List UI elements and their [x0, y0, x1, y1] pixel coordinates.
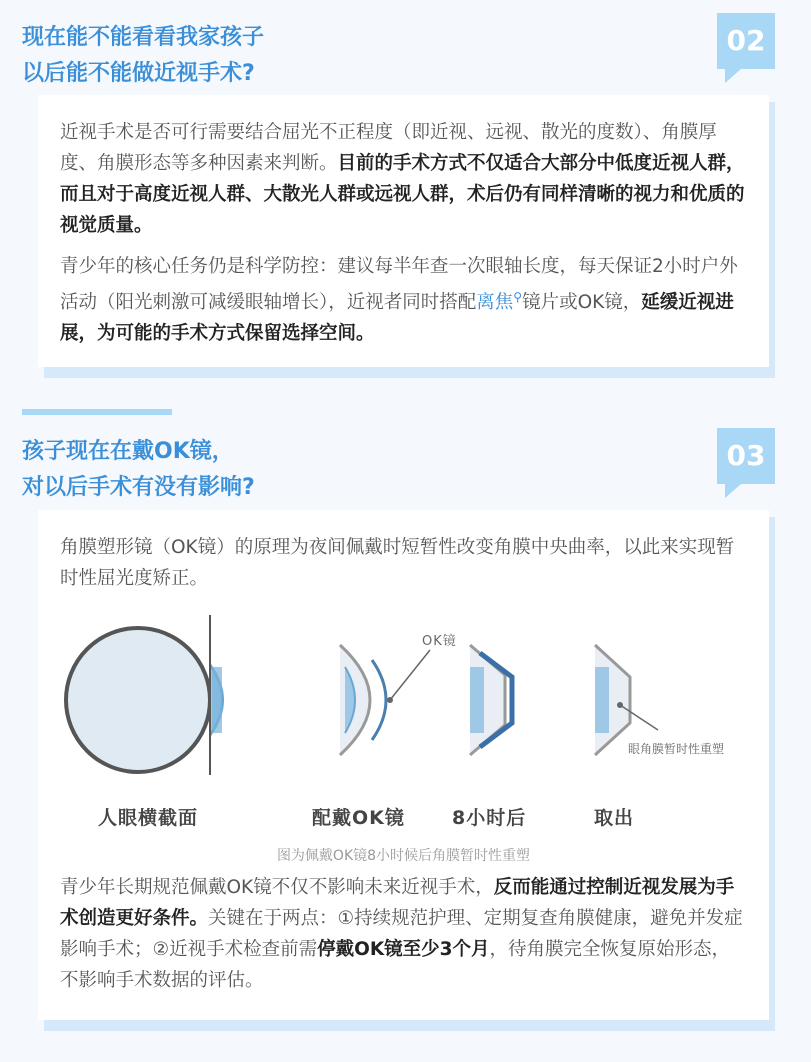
section-3-number: 03 — [726, 439, 766, 472]
wearing-ok-lens-illustration — [340, 645, 430, 755]
section-3-p2-text-2: 关键在于两点：①持续规范护理、定期复查角膜健康，避免并发症影响手术；②近视手术检查前需 — [60, 908, 743, 960]
section-2-p1-bold: 目前的手术方式不仅适合大部分中低度近视人群，而且对于高度近视人群、大散光人群或远视人群，术后仍有同样清晰的视力和优质的视觉质量。 — [60, 153, 745, 236]
badge-tail-icon — [725, 484, 741, 498]
label-eye-cross-section: 人眼横截面 — [98, 807, 199, 829]
section-3-p2-bold-2: 停戴OK镜至少3个月 — [317, 939, 490, 960]
figure-caption: 图为佩戴OK镜8小时候后角膜暂时性重塑 — [276, 848, 531, 864]
section-3-heading-line2: 对以后手术有没有影响? — [22, 475, 255, 500]
section-2-heading-line1: 现在能不能看看我家孩子 — [22, 25, 265, 50]
section-3-p2-bold: 反而能通过控制近视发展为手术创造更好条件。 — [60, 877, 735, 929]
section-2-number-badge — [717, 13, 775, 69]
label-removed: 取出 — [594, 807, 635, 829]
section-3-card — [38, 510, 769, 1020]
section-3-p1-text: 角膜塑形镜（OK镜）的原理为夜间佩戴时短暂性改变角膜中央曲率，以此来实现暂时性屈光度矫正。 — [60, 537, 735, 589]
badge-tail-icon — [725, 69, 741, 83]
section-3-paragraph-1 — [60, 532, 747, 594]
section-3-p2-text-3: ，待角膜完全恢复原始形态，不影响手术数据的评估。 — [60, 939, 731, 991]
section-2-paragraph-1 — [60, 117, 747, 241]
defocus-link[interactable] — [476, 292, 522, 313]
callout-corneal-reshape: 眼角膜暂时性重塑 — [628, 742, 725, 756]
section-2-p1-text: 近视手术是否可行需要结合屈光不正程度（即近视、远视、散光的度数）、角膜厚度、角膜形态等多种因素来判断。 — [60, 122, 717, 174]
removed-illustration — [595, 645, 658, 755]
section-3-p2-text: 青少年长期规范佩戴OK镜不仅不影响未来近视手术， — [60, 877, 494, 898]
section-2-paragraph-2 — [60, 251, 747, 349]
after-8-hours-illustration — [470, 645, 512, 755]
section-2-card — [38, 95, 769, 367]
section-3-heading — [22, 434, 255, 506]
search-icon: ⚲ — [513, 290, 523, 304]
section-2-p2-bold: 延缓近视进展，为可能的手术方式保留选择空间。 — [60, 292, 734, 345]
section-2-heading-line2: 以后能不能做近视手术? — [22, 61, 255, 86]
section-divider-accent — [22, 409, 172, 415]
section-2-heading — [22, 20, 264, 92]
section-2-p2-text-2: 镜片或OK镜， — [522, 292, 642, 314]
section-2-number: 02 — [726, 24, 766, 57]
ok-lens-figure — [60, 605, 750, 838]
callout-ok-lens: OK镜 — [422, 634, 457, 649]
section-2-p2-text: 青少年的核心任务仍是科学防控：建议每半年查一次眼轴长度，每天保证2小时户外活动（阳光刺激可减缓眼轴增长），近视者同时搭配 — [60, 256, 738, 314]
label-wearing-ok-lens: 配戴OK镜 — [312, 807, 405, 829]
defocus-link-text[interactable]: 离焦 — [476, 292, 514, 314]
section-3-heading-line1: 孩子现在在戴OK镜， — [22, 439, 234, 464]
section-3-paragraph-2 — [60, 872, 747, 996]
eye-cross-section-illustration — [66, 615, 223, 775]
label-after-8-hours: 8小时后 — [452, 807, 527, 829]
section-3-number-badge — [717, 428, 775, 484]
